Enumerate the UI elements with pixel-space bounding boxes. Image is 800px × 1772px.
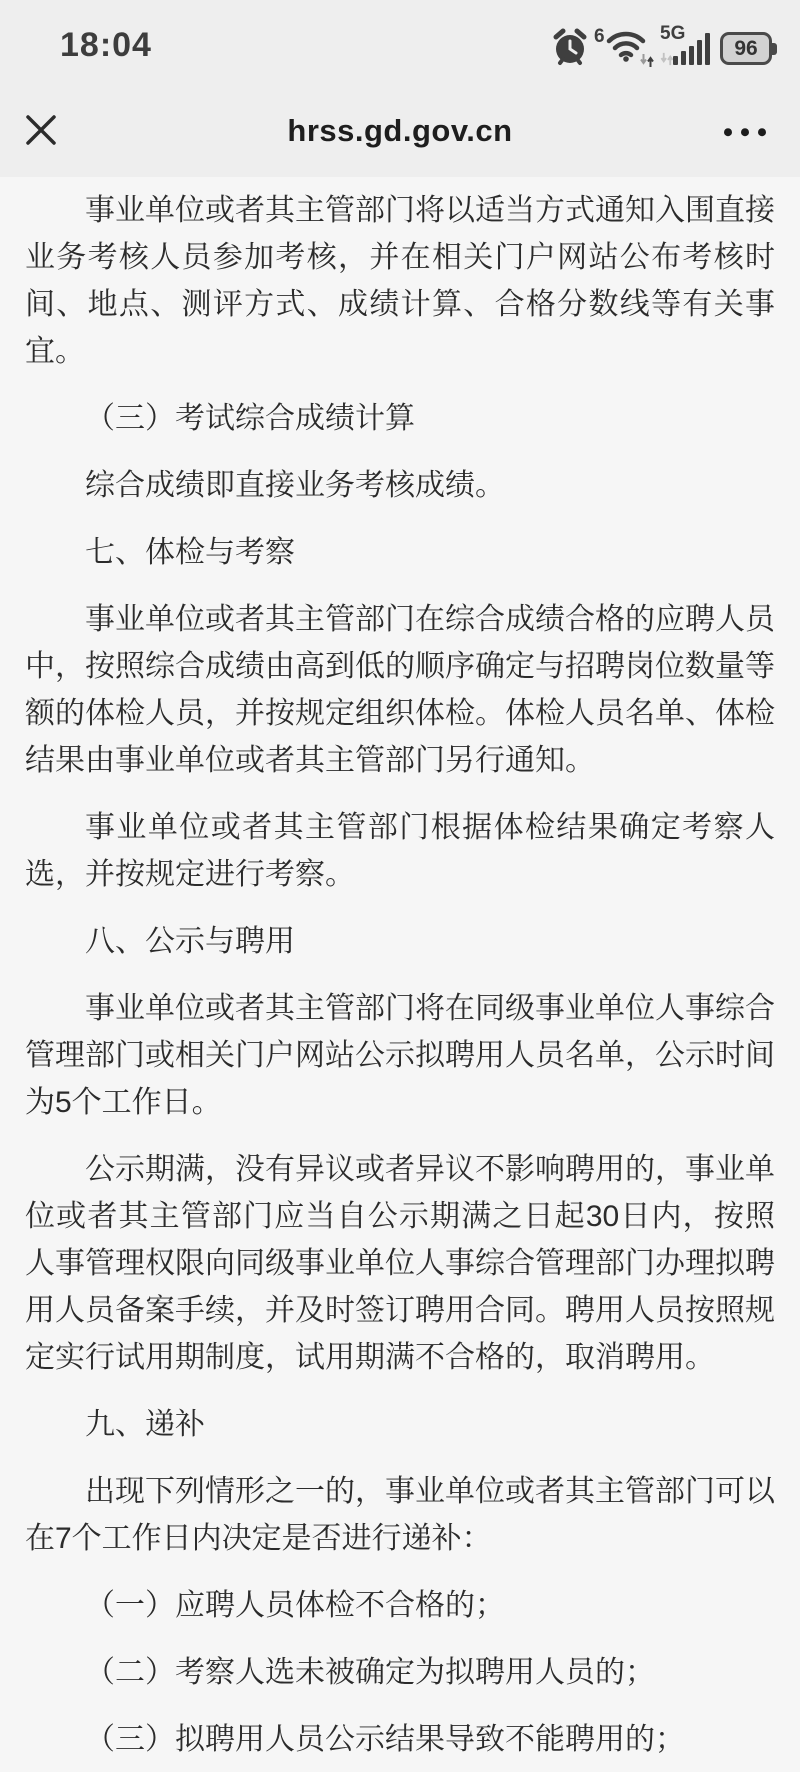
wifi-standard-label: 6 — [594, 26, 605, 47]
battery-nub — [772, 43, 777, 55]
paragraph: 综合成绩即直接业务考核成绩。 — [85, 469, 505, 502]
more-menu-icon[interactable] — [724, 128, 766, 136]
signal-bars-icon — [673, 33, 710, 65]
status-time: 18:04 — [60, 25, 152, 64]
page-url-title: hrss.gd.gov.cn — [287, 112, 513, 148]
paragraph: 出现下列情形之一的，事业单位或者其主管部门可以在7个工作日内决定是否进行递补： — [25, 1475, 775, 1555]
paragraph: 事业单位或者其主管部门根据体检结果确定考察人选，并按规定进行考察。 — [25, 811, 775, 891]
wifi-icon — [594, 26, 650, 66]
browser-titlebar — [0, 84, 800, 177]
cellular-signal-icon — [660, 23, 710, 66]
list-item: （一）应聘人员体检不合格的； — [85, 1589, 505, 1622]
battery-percent-label: 96 — [734, 36, 758, 60]
list-item: （三）拟聘用人员公示结果导致不能聘用的； — [85, 1723, 685, 1756]
close-icon[interactable] — [24, 113, 58, 147]
status-bar — [0, 0, 800, 84]
alarm-clock-icon — [552, 28, 588, 66]
list-item: （二）考察人选未被确定为拟聘用人员的； — [85, 1656, 655, 1689]
section-heading: 八、公示与聘用 — [85, 925, 295, 958]
section-heading: 九、递补 — [85, 1408, 205, 1441]
paragraph: 事业单位或者其主管部门在综合成绩合格的应聘人员中，按照综合成绩由高到低的顺序确定与招聘岗位数量等额的体检人员，并按规定组织体检。体检人员名单、体检结果由事业单位或者其主管部门另行通知。 — [25, 603, 775, 777]
battery-icon — [720, 32, 772, 65]
wifi-activity-arrows-icon — [640, 53, 654, 68]
paragraph: 事业单位或者其主管部门将以适当方式通知入围直接业务考核人员参加考核，并在相关门户网站公布考核时间、地点、测评方式、成绩计算、合格分数线等有关事宜。 — [25, 194, 775, 368]
sim2-activity-arrows-icon — [660, 52, 674, 66]
document-content — [0, 177, 800, 1763]
paragraph: 公示期满，没有异议或者异议不影响聘用的，事业单位或者其主管部门应当自公示期满之日起30日内，按照人事管理权限向同级事业单位人事综合管理部门办理拟聘用人员备案手续，并及时签订聘用合同。聘用人员按照规定实行试用期制度，试用期满不合格的，取消聘用。 — [25, 1153, 775, 1374]
network-type-label: 5G — [660, 23, 686, 44]
paragraph: 事业单位或者其主管部门将在同级事业单位人事综合管理部门或相关门户网站公示拟聘用人员名单，公示时间为5个工作日。 — [25, 992, 775, 1119]
status-icons — [552, 18, 772, 66]
section-heading: （三）考试综合成绩计算 — [85, 402, 415, 435]
section-heading: 七、体检与考察 — [85, 536, 295, 569]
